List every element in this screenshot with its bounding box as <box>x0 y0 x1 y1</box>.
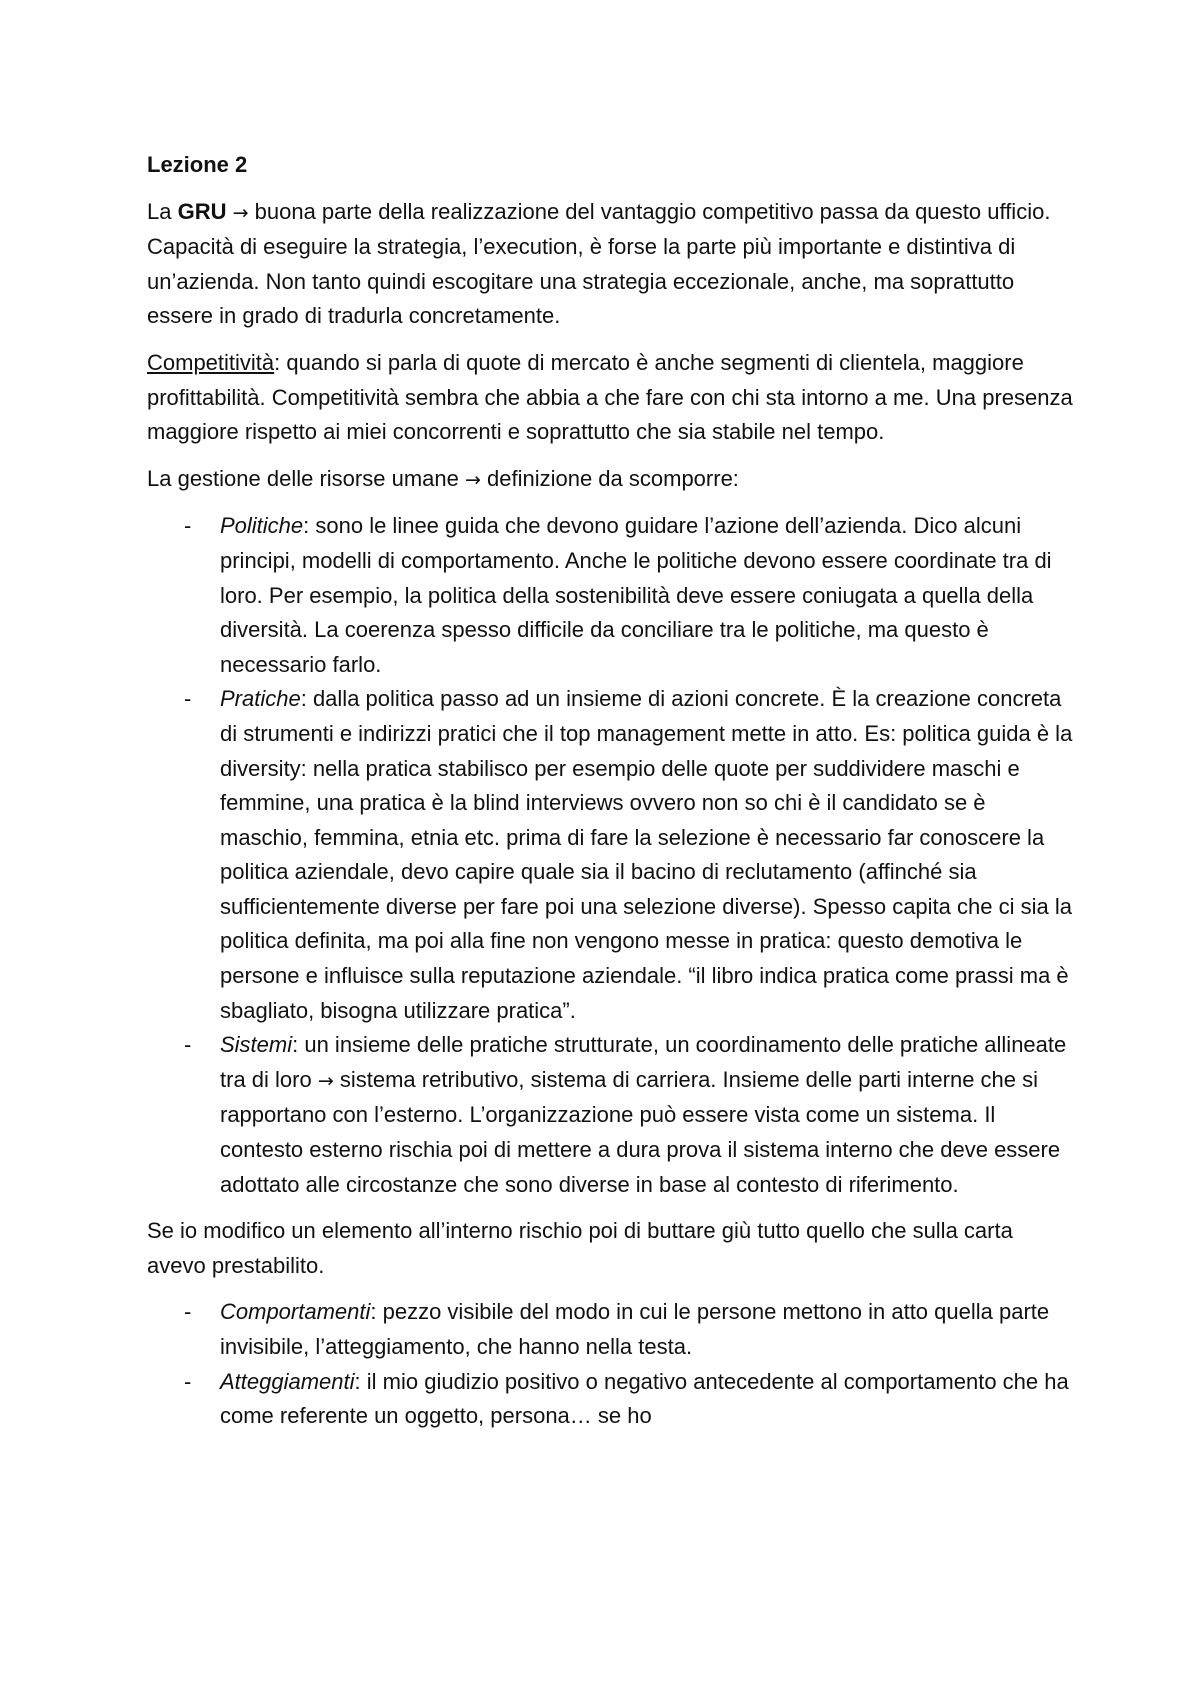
item-text: : pezzo visibile del modo in cui le persone mettono in atto quella parte invisibile, l’atteggiamento, che hanno nella testa. <box>220 1299 1050 1359</box>
item-term: Politiche <box>220 513 304 539</box>
paragraph-text: : quando si parla di quote di mercato è anche segmenti di clientela, maggiore profittabilità. Competitività sembra che abbia a che fare con chi sta intorno a me. Una presenza maggiore rispetto ai miei concorrenti e soprattutto che sia stabile nel tempo. <box>147 349 1073 445</box>
definition-list <box>147 509 1077 1202</box>
list-dash: - <box>184 1299 192 1325</box>
arrow-right-icon: → <box>464 468 481 491</box>
paragraph-competitivita <box>147 346 1077 450</box>
arrow-right-icon: → <box>232 201 249 224</box>
item-text: : sono le linee guida che devono guidare l’azione dell’azienda. Dico alcuni principi, modelli di comportamento. Anche le politiche devono essere coordinate tra di loro. Per esempio, la politica della sostenibilità deve essere coniugata a quella della diversità. La coerenza spesso difficile da conciliare tra le politiche, ma questo è necessario farlo. <box>220 513 1052 677</box>
document-body <box>147 148 1077 1446</box>
item-term: Pratiche <box>220 686 301 712</box>
paragraph-lead: La gestione delle risorse umane <box>147 465 465 491</box>
paragraph-text: buona parte della realizzazione del vantaggio competitivo passa da questo ufficio. Capacità di eseguire la strategia, l’execution, è forse la parte più importante e distintiva di un’azienda. Non tanto quindi escogitare una strategia eccezionale, anche, ma soprattutto essere in grado di tradurla concretamente. <box>147 198 1051 329</box>
item-text: : dalla politica passo ad un insieme di azioni concrete. È la creazione concreta di strumenti e indirizzi pratici che il top management mette in atto. Es: politica guida è la diversity: nella pratica stabilisco per esempio delle quote per suddividere maschi e femmine, una pratica è la blind interviews ovvero non so chi è il candidato se è maschio, femmina, etnia etc. prima di fare la selezione è necessario far conoscere la politica aziendale, devo capire quale sia il bacino di reclutamento (affinché sia sufficientemente diverse per fare poi una selezione diverse). Spesso capita che ci sia la politica definita, ma poi alla fine non vengono messe in pratica: questo demotiva le persone e influisce sulla reputazione aziendale. “il libro indica pratica come prassi ma è sbagliato, bisogna utilizzare pratica”. <box>220 686 1073 1023</box>
paragraph-text: definizione da scomporre: <box>480 465 739 491</box>
list-dash: - <box>184 513 192 539</box>
lesson-title: Lezione 2 <box>147 152 248 177</box>
list-dash: - <box>184 686 192 712</box>
list-dash: - <box>184 1368 192 1394</box>
list-item-atteggiamenti <box>147 1365 1077 1434</box>
arrow-right-icon: → <box>317 1069 334 1092</box>
item-term: Comportamenti <box>220 1299 371 1325</box>
item-text: sistema retributivo, sistema di carriera. Insieme delle parti interne che si rapportano con l’esterno. L’organizzazione può essere vista come un sistema. Il contesto esterno rischia poi di mettere a dura prova il sistema interno che deve essere adottato alle circostanze che sono diverse in base al contesto di riferimento. <box>220 1066 1061 1197</box>
behavior-list <box>147 1295 1077 1433</box>
list-item-sistemi <box>147 1028 1077 1202</box>
item-text: : il mio giudizio positivo o negativo antecedente al comportamento che ha come referente un oggetto, persona… se ho <box>220 1368 1069 1429</box>
paragraph-lead: La <box>147 198 178 224</box>
competitivita-term: Competitività <box>147 349 275 375</box>
item-term: Sistemi <box>220 1032 293 1058</box>
gru-term: GRU <box>177 198 227 224</box>
list-item-politiche <box>147 509 1077 682</box>
paragraph-modifica: Se io modifico un elemento all’interno rischio poi di buttare giù tutto quello che sulla carta avevo prestabilito. <box>147 1218 1013 1278</box>
item-text: : un insieme delle pratiche strutturate, un coordinamento delle pratiche allineate tra di loro <box>220 1032 1067 1092</box>
list-item-pratiche <box>147 682 1077 1028</box>
list-item-comportamenti <box>147 1295 1077 1364</box>
paragraph-gestione <box>147 462 1077 498</box>
paragraph-gru <box>147 195 1077 334</box>
list-dash: - <box>184 1032 192 1058</box>
item-term: Atteggiamenti <box>220 1368 355 1394</box>
